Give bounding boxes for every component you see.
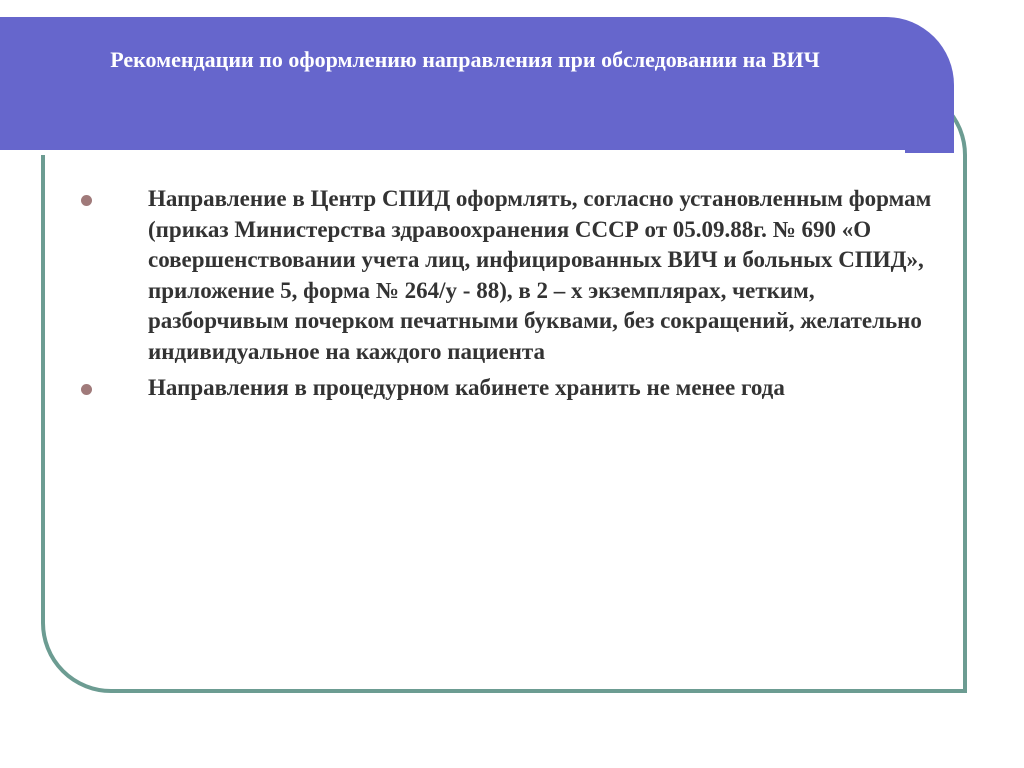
bullet-text: Направление в Центр СПИД оформлять, согласно установленным формам (приказ Министерства здравоохранения СССР от 05.09.88г. № 690 «О совершенствовании учета лиц, инфицированных ВИЧ и больных СПИД», приложение 5, форма № 264/у - 88), в 2 – х экземплярах, четким, разборчивым почерком печатными буквами, без сокращений, желательно индивидуальное на каждого пациента <box>148 186 932 364</box>
bullet-dot-icon <box>81 195 92 206</box>
bullet-item <box>78 184 958 367</box>
bullet-list <box>78 184 958 410</box>
bullet-text: Направления в процедурном кабинете хранить не менее года <box>148 375 785 400</box>
bullet-dot-icon <box>81 384 92 395</box>
title-underline <box>0 150 905 155</box>
bullet-item <box>78 373 958 404</box>
slide-title: Рекомендации по оформлению направления при обследовании на ВИЧ <box>110 47 820 72</box>
title-band <box>0 17 954 153</box>
